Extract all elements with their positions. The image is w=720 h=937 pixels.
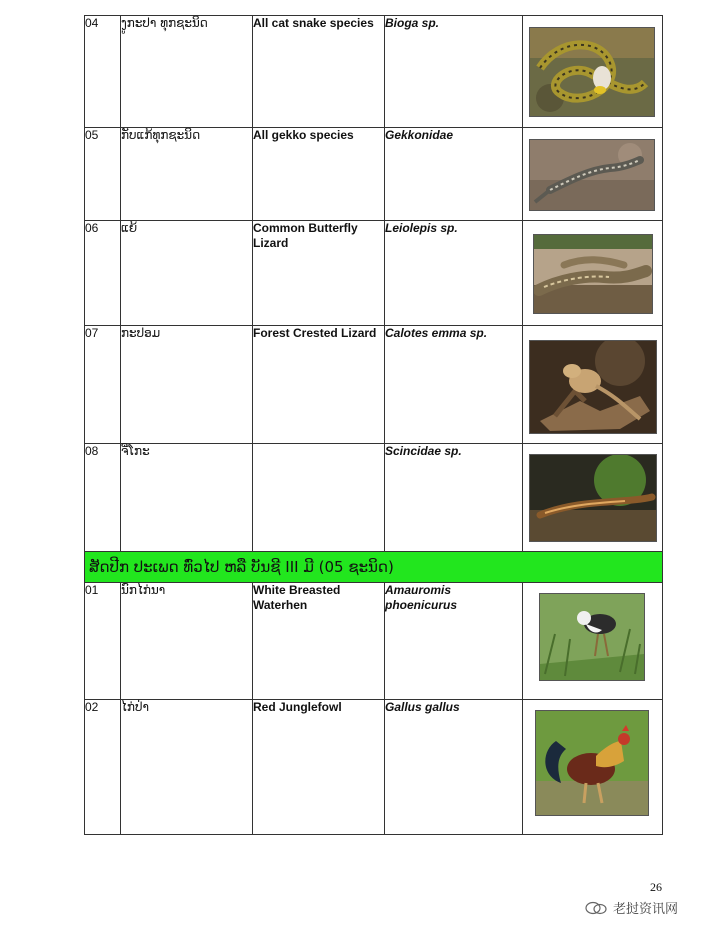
scientific-name: Gekkonidae bbox=[385, 128, 523, 221]
row-number: 01 bbox=[85, 583, 121, 700]
junglefowl-photo bbox=[535, 710, 649, 816]
photo-cell bbox=[523, 128, 663, 221]
lao-name: ກະປອມ bbox=[121, 326, 253, 444]
lao-name: ໄກ່ປ່າ bbox=[121, 700, 253, 835]
lao-name: ກັບແກ້ທຸກຊະນິດ bbox=[121, 128, 253, 221]
table-row bbox=[85, 128, 663, 221]
row-number: 02 bbox=[85, 700, 121, 835]
scientific-name: Calotes emma sp. bbox=[385, 326, 523, 444]
row-number: 07 bbox=[85, 326, 121, 444]
photo-cell bbox=[523, 326, 663, 444]
skink-photo bbox=[529, 454, 657, 542]
section-header-row bbox=[85, 552, 663, 583]
lao-name: ແຍ້ bbox=[121, 221, 253, 326]
table-row bbox=[85, 16, 663, 128]
crested-lizard-photo bbox=[529, 340, 657, 434]
lao-name: ງູກະປາ ທຸກຊະນິດ bbox=[121, 16, 253, 128]
scientific-name: Bioga sp. bbox=[385, 16, 523, 128]
scientific-name: Scincidae sp. bbox=[385, 444, 523, 552]
row-number: 05 bbox=[85, 128, 121, 221]
waterhen-photo bbox=[539, 593, 645, 681]
english-name: White Breasted Waterhen bbox=[253, 583, 385, 700]
row-number: 08 bbox=[85, 444, 121, 552]
photo-cell bbox=[523, 444, 663, 552]
chat-bubble-icon bbox=[585, 901, 607, 915]
species-table bbox=[84, 15, 663, 835]
watermark-text: 老挝资讯网 bbox=[613, 902, 679, 917]
gecko-photo bbox=[529, 139, 655, 211]
english-name: All gekko species bbox=[253, 128, 385, 221]
row-number: 04 bbox=[85, 16, 121, 128]
table-row bbox=[85, 583, 663, 700]
watermark bbox=[585, 898, 678, 917]
scientific-name: Leiolepis sp. bbox=[385, 221, 523, 326]
photo-cell bbox=[523, 583, 663, 700]
lao-name: ຈີ່ໂກະ bbox=[121, 444, 253, 552]
table-row bbox=[85, 700, 663, 835]
table-row bbox=[85, 221, 663, 326]
page-number: 26 bbox=[650, 880, 662, 894]
english-name: Red Junglefowl bbox=[253, 700, 385, 835]
photo-cell bbox=[523, 221, 663, 326]
english-name: Forest Crested Lizard bbox=[253, 326, 385, 444]
table-row bbox=[85, 326, 663, 444]
scientific-name: Amauromis phoenicurus bbox=[385, 583, 523, 700]
scientific-name: Gallus gallus bbox=[385, 700, 523, 835]
lao-name: ນົກໄກ່ນາ bbox=[121, 583, 253, 700]
english-name bbox=[253, 444, 385, 552]
butterfly-lizard-photo bbox=[533, 234, 653, 314]
snake-photo bbox=[529, 27, 655, 117]
row-number: 06 bbox=[85, 221, 121, 326]
english-name: Common Butterfly Lizard bbox=[253, 221, 385, 326]
photo-cell bbox=[523, 700, 663, 835]
section-title: ສັດປີກ ປະເພດ ທົ່ວໄປ ຫລື ບັນຊີ III ມີ (05 ຊະນິດ) bbox=[85, 552, 663, 583]
english-name: All cat snake species bbox=[253, 16, 385, 128]
photo-cell bbox=[523, 16, 663, 128]
table-row bbox=[85, 444, 663, 552]
